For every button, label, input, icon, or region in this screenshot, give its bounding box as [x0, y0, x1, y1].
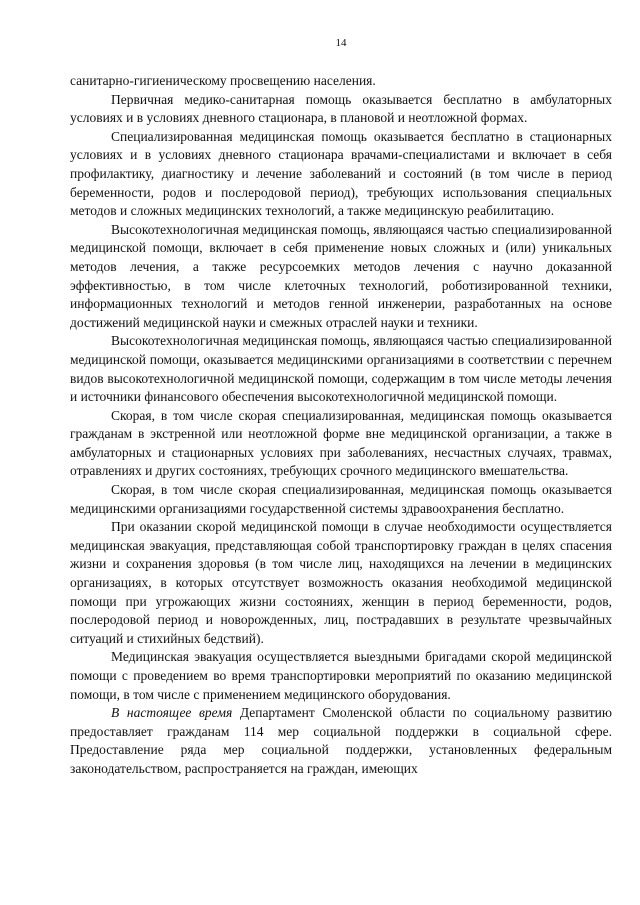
- paragraph-emergency-free: Скорая, в том числе скорая специализированная, медицинская помощь оказывается медицинскими организациями государственной системы здравоохранения бесплатно.: [70, 482, 612, 516]
- italic-lead: В настоящее время: [111, 705, 233, 721]
- paragraph-social-support: [70, 704, 612, 778]
- paragraph-medical-evacuation: При оказании скорой медицинской помощи в случае необходимости осуществляется медицинская эвакуация, представляющая собой транспортировку граждан в целях спасения жизни и сохранения здоровья (в том числе лиц, находящихся на лечении в медицинских организациях, в которых отсутствует возможность оказания необходимой медицинской помощи при угрожающих жизни состояниях, женщин в период беременности, родов, послеродовой период и новорожденных, лиц, пострадавших в результате чрезвычайных ситуаций и стихийных бедствий).: [70, 519, 612, 646]
- paragraph-evacuation-teams: Медицинская эвакуация осуществляется выездными бригадами скорой медицинской помощи с проведением во время транспортировки мероприятий по оказанию медицинской помощи, в том числе с применением медицинского оборудования.: [70, 649, 612, 702]
- paragraph-continuation: санитарно-гигиеническому просвещению населения.: [70, 73, 376, 88]
- paragraph-primary-care: Первичная медико-санитарная помощь оказывается бесплатно в амбулаторных условиях и в условиях дневного стационара, в плановой и неотложной формах.: [70, 91, 612, 126]
- page-number: 14: [335, 37, 347, 49]
- paragraph-high-tech-provision: Высокотехнологичная медицинская помощь, являющаяся частью специализированной медицинской помощи, оказывается медицинскими организациями в соответствии с перечнем видов высокотехнологичной медицинской помощи, содержащим в том числе методы лечения и источники финансового обеспечения высокотехнологичной медицинской помощи.: [70, 333, 612, 405]
- paragraph-emergency-care: Скорая, в том числе скорая специализированная, медицинская помощь оказывается гражданам в экстренной или неотложной форме вне медицинской организации, а также в амбулаторных и стационарных условиях при заболеваниях, несчастных случаях, травмах, отравлениях и других состояниях, требующих срочного медицинского вмешательства.: [70, 407, 612, 479]
- paragraph-specialized-care: Специализированная медицинская помощь оказывается бесплатно в стационарных условиях и в условиях дневного стационара врачами-специалистами и включает в себя профилактику, диагностику и лечение заболеваний и состояний (в том числе в период беременности, родов и послеродовой период), требующих использования специальных методов и сложных медицинских технологий, а также медицинскую реабилитацию.: [70, 128, 612, 219]
- paragraph-social-support-text: Департамент Смоленской области по социальному развитию предоставляет гражданам 114 мер социальной поддержки в социальной сфере. Предоставление ряда мер социальной поддержки, установленных федеральным законодательством, распространяется на граждан, имеющих: [70, 705, 612, 776]
- paragraph-high-tech-care: Высокотехнологичная медицинская помощь, являющаяся частью специализированной медицинской помощи, включает в себя применение новых сложных и (или) уникальных методов лечения, а также ресурсоемких методов лечения с научно доказанной эффективностью, в том числе клеточных технологий, роботизированной техники, информационных технологий и методов генной инженерии, разработанных на основе достижений медицинской науки и смежных отраслей науки и техники.: [70, 221, 612, 330]
